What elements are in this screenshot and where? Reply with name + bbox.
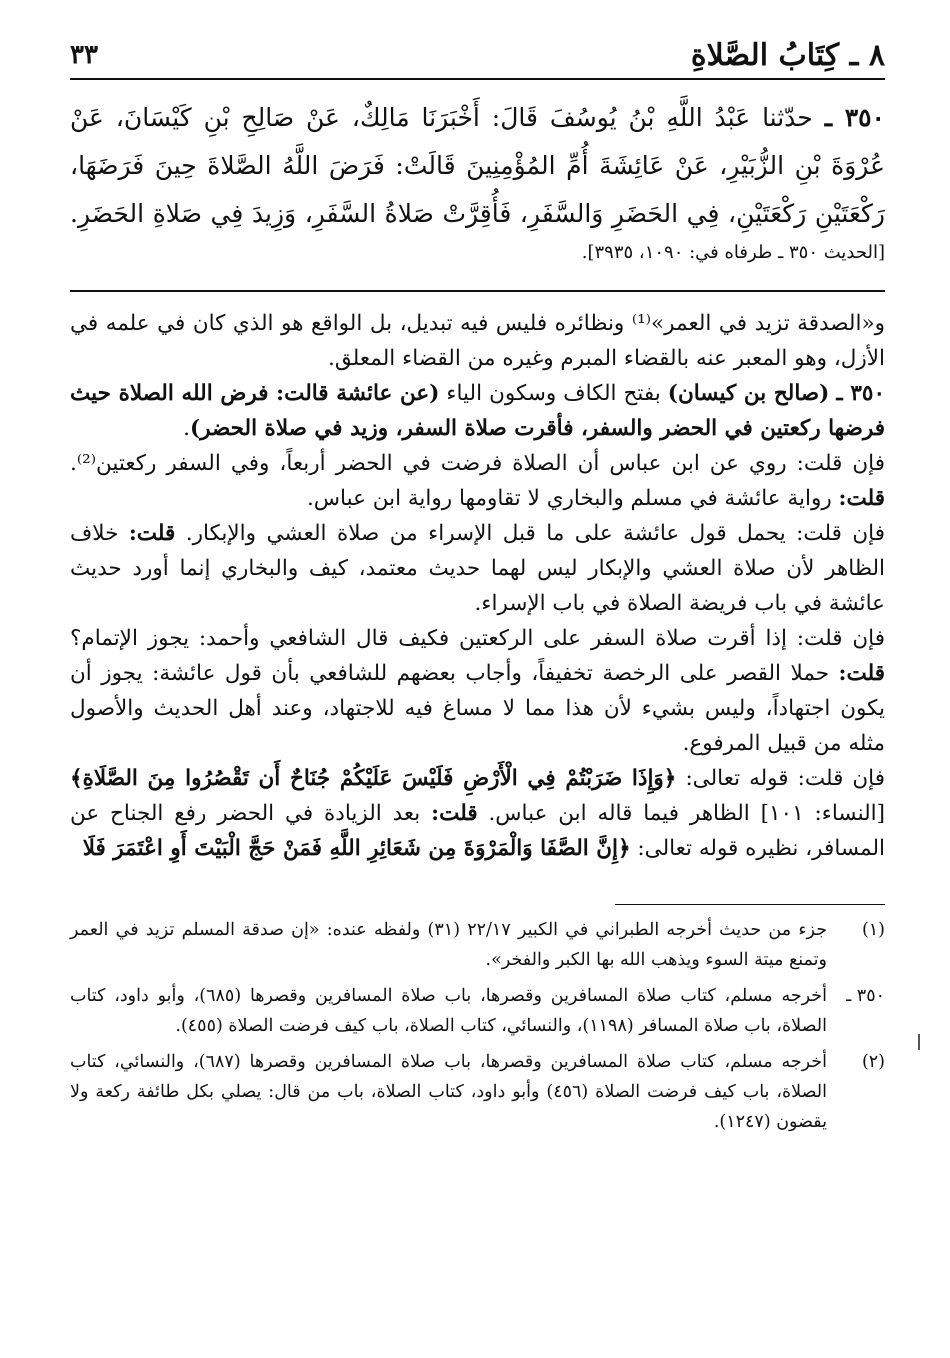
- commentary-paragraph: [70, 621, 885, 761]
- commentary-block: [70, 306, 885, 866]
- commentary-text: فإن قلت: روي عن ابن عباس أن الصلاة فرضت في الحضر أربعاً، وفي السفر ركعتين⁽²⁾.: [70, 450, 885, 476]
- commentary-bold: قلت:: [838, 660, 885, 686]
- footnote: [70, 1047, 885, 1137]
- page-number: ٣٣: [70, 40, 98, 70]
- hadith-text: حدّثنا عَبْدُ اللَّهِ بْنُ يُوسُفَ قَالَ: أَخْبَرَنَا مَالِكٌ، عَنْ صَالِحِ بْنِ كَيْسَانَ، عَنْ عُرْوَةَ بْنِ الزُّبَيْرِ، عَنْ عَائِشَةَ أُمِّ المُؤْمِنِينَ قَالَتْ: فَرَضَ اللَّهُ الصَّلاةَ حِينَ فَرَضَهَا، رَكْعَتَيْنِ رَكْعَتَيْنِ، فِي الحَضَرِ وَالسَّفَرِ، فَأُقِرَّتْ صَلاةُ السَّفَرِ، وَزِيدَ فِي صَلاةِ الحَضَرِ.: [70, 103, 885, 228]
- hadith-reference: [الحديث ٣٥٠ ـ طرفاه في: ١٠٩٠، ٣٩٣٥].: [581, 242, 885, 263]
- footnote-number: ٣٥٠ ـ: [846, 986, 885, 1006]
- footnote: [70, 915, 885, 975]
- commentary-text: و«الصدقة تزيد في العمر»⁽¹⁾ ونظائره فليس فيه تبديل، بل الواقع هو الذي كان في علمه في الأزل، وهو المعبر عنه بالقضاء المبرم وغيره من القضاء المعلق.: [70, 310, 885, 371]
- commentary-text: بعد الزيادة في الحضر رفع الجناح عن المسافر، نظيره قوله تعالى:: [70, 800, 885, 861]
- commentary-paragraph: [70, 376, 885, 446]
- commentary-text: حملا القصر على الرخصة تخفيفاً، وأجاب بعضهم للشافعي بأن قول عائشة: يجوز أن يكون اجتهاداً، وليس بشيء لأن هذا مما لا مساغ فيه للاجتهاد، وعند أهل الحديث والأصول مثله من قبيل المرفوع.: [70, 660, 885, 756]
- commentary-bold: (صالح بن كيسان): [667, 380, 830, 406]
- footnote: [70, 981, 885, 1041]
- quran-verse: ﴿وَإِذَا ضَرَبْتُمْ فِي الْأَرْضِ فَلَيْسَ عَلَيْكُمْ جُنَاحٌ أَن تَقْصُرُوا مِنَ الصَّلَاةِ﴾: [70, 765, 677, 791]
- commentary-paragraph: [70, 516, 885, 621]
- commentary-text: [النساء: ١٠١] الظاهر فيما قاله ابن عباس.: [477, 800, 886, 826]
- hadith-text-block: [70, 94, 885, 238]
- footnotes-block: [70, 915, 885, 1137]
- commentary-bold: قلت:: [128, 520, 176, 546]
- chapter-title: ٨ ـ كِتَابُ الصَّلاةِ: [690, 38, 885, 73]
- quran-verse: ﴿إِنَّ الصَّفَا وَالْمَرْوَةَ مِن شَعَائِرِ اللَّهِ فَمَنْ حَجَّ الْبَيْتَ أَوِ اعْتَمَرَ فَلَا: [82, 835, 631, 861]
- page-header: [70, 30, 885, 78]
- commentary-bold: (عن عائشة قالت: فرض الله الصلاة حيث فرضها ركعتين في الحضر والسفر، فأقرت صلاة السفر، وزيد في صلاة الحضر): [70, 380, 885, 441]
- scan-mark: [918, 1034, 920, 1050]
- header-rule: [70, 78, 885, 80]
- commentary-text: خلاف الظاهر لأن صلاة العشي والإبكار ليس لهما حديث معتمد، كيف والبخاري إنما أورد حديث عائشة في باب فريضة الصلاة في باب الإسراء.: [70, 520, 885, 616]
- commentary-bold: قلت:: [431, 800, 478, 826]
- commentary-paragraph: [70, 306, 885, 376]
- commentary-number: ٣٥٠ ـ: [836, 380, 885, 406]
- commentary-text: فإن قلت: إذا أقرت صلاة السفر على الركعتين فكيف قال الشافعي وأحمد: يجوز الإتمام؟: [70, 625, 885, 651]
- commentary-bold: قلت:: [838, 485, 885, 511]
- section-divider: [70, 290, 885, 292]
- commentary-text: فإن قلت: يحمل قول عائشة على ما قبل الإسراء من صلاة العشي والإبكار.: [175, 520, 885, 546]
- commentary-text: رواية عائشة في مسلم والبخاري لا تقاومها رواية ابن عباس.: [306, 485, 839, 511]
- commentary-paragraph: [70, 761, 885, 866]
- commentary-text: .: [183, 415, 190, 441]
- commentary-text: بفتح الكاف وسكون الياء: [439, 380, 668, 406]
- footnote-text: أخرجه مسلم، كتاب صلاة المسافرين وقصرها، باب صلاة المسافرين وقصرها (٦٨٧)، والنسائي، كتاب الصلاة، باب كيف فرضت الصلاة (٤٥٦) وأبو داود، كتاب الصلاة، باب من قال: يصلي بكل طائفة ركعة ولا يقضون (١٢٤٧).: [70, 1052, 827, 1132]
- footnote-number: (١): [861, 920, 885, 940]
- commentary-text: فإن قلت: قوله تعالى:: [676, 765, 885, 791]
- footnote-divider: [615, 904, 885, 906]
- hadith-number: ٣٥٠ ـ: [824, 103, 885, 132]
- commentary-paragraph: [70, 446, 885, 516]
- footnote-text: أخرجه مسلم، كتاب صلاة المسافرين وقصرها، باب صلاة المسافرين وقصرها (٦٨٥)، وأبو داود، كتاب الصلاة، باب صلاة المسافر (١١٩٨)، والنسائي، كتاب الصلاة، باب كيف فرضت الصلاة (٤٥٥).: [70, 986, 827, 1036]
- footnote-number: (٢): [861, 1052, 885, 1072]
- document-page: [70, 30, 885, 1330]
- footnote-text: جزء من حديث أخرجه الطبراني في الكبير ٢٢/١٧ (٣١) ولفظه عنده: «إن صدقة المسلم تزيد في العمر وتمنع ميتة السوء ويذهب الله بها الكبر والفخر».: [70, 920, 828, 970]
